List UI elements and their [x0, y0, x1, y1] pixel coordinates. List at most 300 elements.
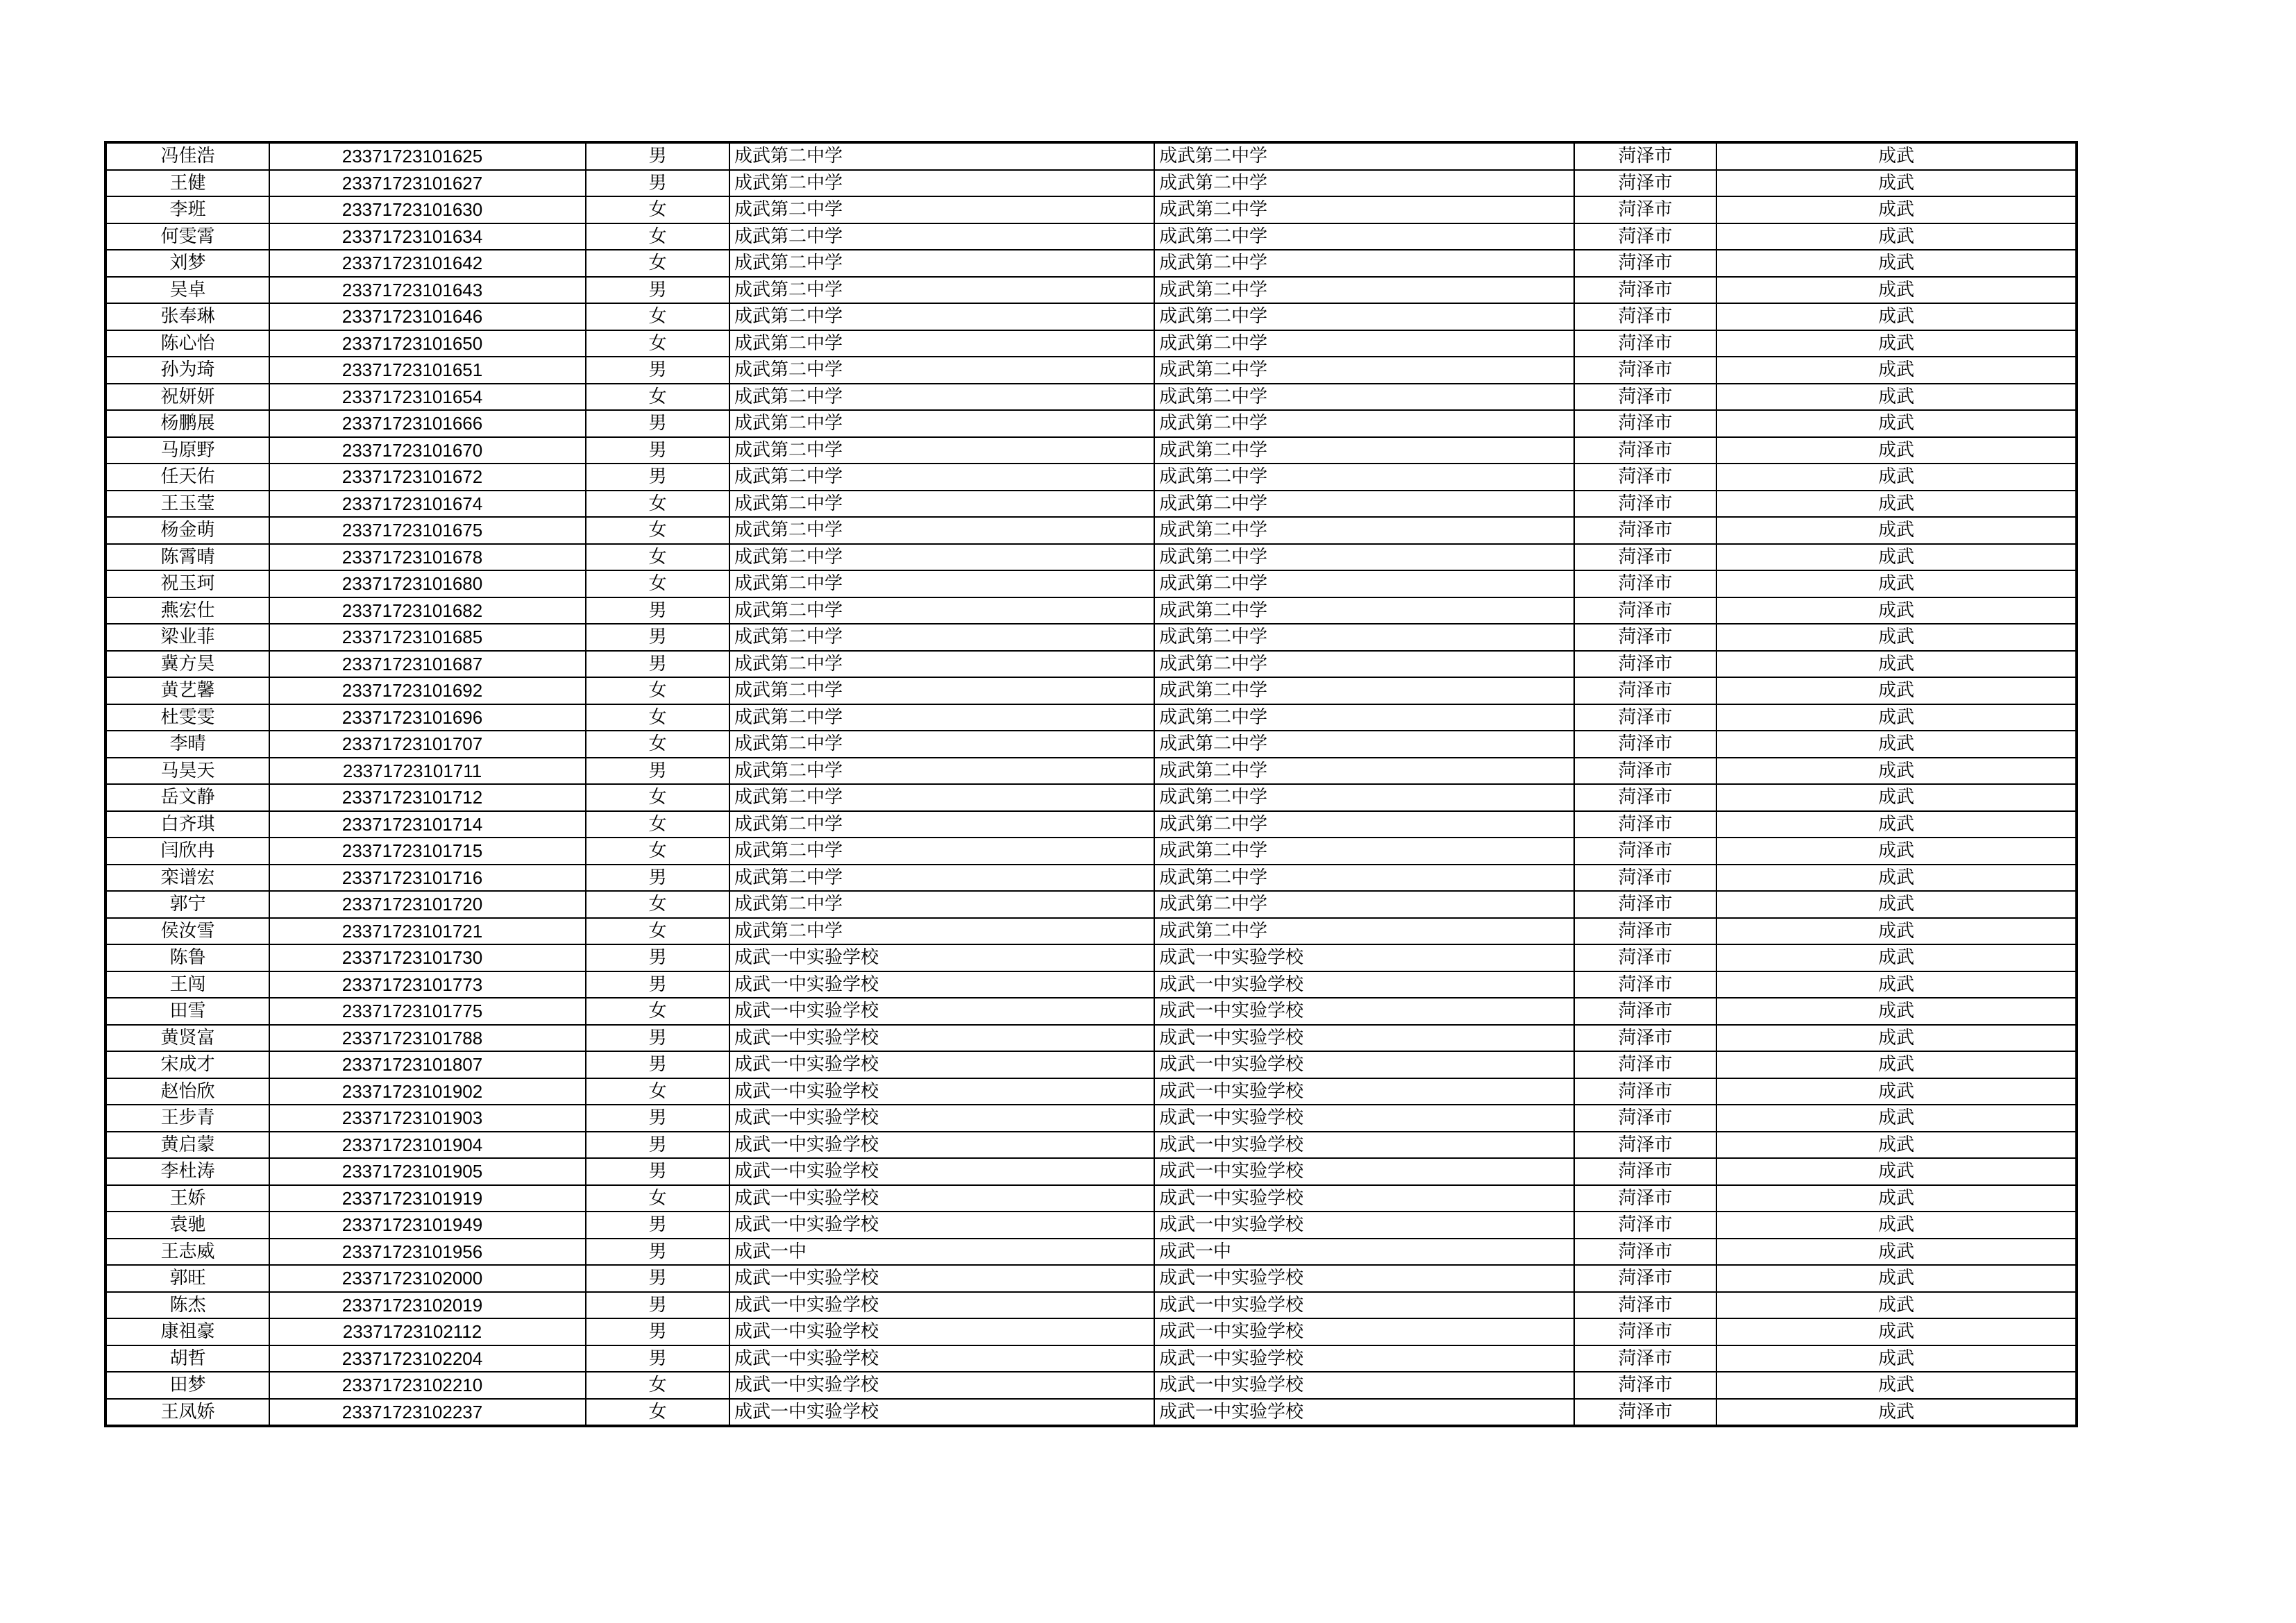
- name-cell: 王娇: [105, 1185, 269, 1212]
- enrolled-school-cell: 成武第二中学: [1154, 865, 1574, 892]
- county-cell: 成武: [1716, 838, 2077, 865]
- gender-cell: 男: [586, 1158, 729, 1185]
- city-cell: 菏泽市: [1574, 303, 1716, 330]
- city-cell: 菏泽市: [1574, 1292, 1716, 1319]
- table-row: [105, 1372, 2077, 1399]
- table-row: [105, 357, 2077, 384]
- name-cell: 康祖豪: [105, 1318, 269, 1345]
- name-cell: 白齐琪: [105, 811, 269, 838]
- gender-cell: 男: [586, 357, 729, 384]
- school-cell: 成武第二中学: [729, 303, 1154, 330]
- name-cell: 岳文静: [105, 784, 269, 811]
- name-cell: 任天佑: [105, 464, 269, 491]
- table-row: [105, 277, 2077, 304]
- city-cell: 菏泽市: [1574, 1399, 1716, 1427]
- city-cell: 菏泽市: [1574, 758, 1716, 785]
- table-row: [105, 731, 2077, 758]
- city-cell: 菏泽市: [1574, 811, 1716, 838]
- gender-cell: 女: [586, 250, 729, 277]
- enrolled-school-cell: 成武第二中学: [1154, 704, 1574, 731]
- city-cell: 菏泽市: [1574, 1265, 1716, 1292]
- gender-cell: 男: [586, 170, 729, 197]
- exam-id-cell: 23371723101675: [269, 517, 586, 544]
- school-cell: 成武第二中学: [729, 838, 1154, 865]
- county-cell: 成武: [1716, 1158, 2077, 1185]
- school-cell: 成武一中实验学校: [729, 1292, 1154, 1319]
- exam-id-cell: 23371723101773: [269, 971, 586, 999]
- gender-cell: 男: [586, 597, 729, 624]
- table-row: [105, 651, 2077, 678]
- exam-id-cell: 23371723101721: [269, 918, 586, 945]
- county-cell: 成武: [1716, 1105, 2077, 1132]
- city-cell: 菏泽市: [1574, 677, 1716, 704]
- city-cell: 菏泽市: [1574, 1185, 1716, 1212]
- school-cell: 成武第二中学: [729, 918, 1154, 945]
- school-cell: 成武第二中学: [729, 384, 1154, 411]
- county-cell: 成武: [1716, 544, 2077, 571]
- county-cell: 成武: [1716, 1132, 2077, 1159]
- exam-id-cell: 23371723101696: [269, 704, 586, 731]
- city-cell: 菏泽市: [1574, 437, 1716, 464]
- name-cell: 杨金萌: [105, 517, 269, 544]
- city-cell: 菏泽市: [1574, 464, 1716, 491]
- school-cell: 成武第二中学: [729, 464, 1154, 491]
- table-row: [105, 1345, 2077, 1373]
- name-cell: 冀方昊: [105, 651, 269, 678]
- school-cell: 成武第二中学: [729, 731, 1154, 758]
- county-cell: 成武: [1716, 1399, 2077, 1427]
- name-cell: 王玉莹: [105, 491, 269, 518]
- enrolled-school-cell: 成武一中实验学校: [1154, 1372, 1574, 1399]
- school-cell: 成武第二中学: [729, 170, 1154, 197]
- enrolled-school-cell: 成武一中: [1154, 1239, 1574, 1266]
- name-cell: 陈鲁: [105, 944, 269, 971]
- school-cell: 成武一中实验学校: [729, 1318, 1154, 1345]
- gender-cell: 男: [586, 1025, 729, 1052]
- table-row: [105, 170, 2077, 197]
- name-cell: 胡哲: [105, 1345, 269, 1373]
- table-body: [105, 142, 2077, 1426]
- enrolled-school-cell: 成武一中实验学校: [1154, 1185, 1574, 1212]
- school-cell: 成武一中实验学校: [729, 1185, 1154, 1212]
- county-cell: 成武: [1716, 437, 2077, 464]
- name-cell: 王步青: [105, 1105, 269, 1132]
- name-cell: 闫欣冉: [105, 838, 269, 865]
- city-cell: 菏泽市: [1574, 1025, 1716, 1052]
- name-cell: 田梦: [105, 1372, 269, 1399]
- county-cell: 成武: [1716, 865, 2077, 892]
- table-row: [105, 303, 2077, 330]
- city-cell: 菏泽市: [1574, 1239, 1716, 1266]
- table-row: [105, 1265, 2077, 1292]
- table-row: [105, 142, 2077, 170]
- enrolled-school-cell: 成武一中实验学校: [1154, 1051, 1574, 1078]
- county-cell: 成武: [1716, 1239, 2077, 1266]
- school-cell: 成武第二中学: [729, 677, 1154, 704]
- name-cell: 王闯: [105, 971, 269, 999]
- exam-id-cell: 23371723101715: [269, 838, 586, 865]
- gender-cell: 男: [586, 410, 729, 437]
- exam-id-cell: 23371723102019: [269, 1292, 586, 1319]
- exam-id-cell: 23371723101630: [269, 196, 586, 223]
- city-cell: 菏泽市: [1574, 944, 1716, 971]
- county-cell: 成武: [1716, 1265, 2077, 1292]
- enrolled-school-cell: 成武第二中学: [1154, 330, 1574, 357]
- gender-cell: 男: [586, 1318, 729, 1345]
- county-cell: 成武: [1716, 1051, 2077, 1078]
- exam-id-cell: 23371723102112: [269, 1318, 586, 1345]
- table-row: [105, 544, 2077, 571]
- gender-cell: 女: [586, 384, 729, 411]
- gender-cell: 女: [586, 838, 729, 865]
- name-cell: 黄艺馨: [105, 677, 269, 704]
- enrolled-school-cell: 成武第二中学: [1154, 170, 1574, 197]
- name-cell: 杜雯雯: [105, 704, 269, 731]
- school-cell: 成武第二中学: [729, 784, 1154, 811]
- city-cell: 菏泽市: [1574, 196, 1716, 223]
- city-cell: 菏泽市: [1574, 250, 1716, 277]
- exam-id-cell: 23371723101919: [269, 1185, 586, 1212]
- enrolled-school-cell: 成武第二中学: [1154, 223, 1574, 250]
- exam-id-cell: 23371723101949: [269, 1212, 586, 1239]
- name-cell: 李班: [105, 196, 269, 223]
- city-cell: 菏泽市: [1574, 1132, 1716, 1159]
- gender-cell: 女: [586, 517, 729, 544]
- county-cell: 成武: [1716, 971, 2077, 999]
- city-cell: 菏泽市: [1574, 357, 1716, 384]
- gender-cell: 男: [586, 142, 729, 170]
- table-row: [105, 1051, 2077, 1078]
- exam-id-cell: 23371723101654: [269, 384, 586, 411]
- table-row: [105, 865, 2077, 892]
- exam-id-cell: 23371723101646: [269, 303, 586, 330]
- school-cell: 成武一中实验学校: [729, 1372, 1154, 1399]
- name-cell: 王健: [105, 170, 269, 197]
- table-row: [105, 677, 2077, 704]
- name-cell: 马原野: [105, 437, 269, 464]
- enrolled-school-cell: 成武第二中学: [1154, 142, 1574, 170]
- city-cell: 菏泽市: [1574, 865, 1716, 892]
- name-cell: 陈杰: [105, 1292, 269, 1319]
- city-cell: 菏泽市: [1574, 918, 1716, 945]
- school-cell: 成武第二中学: [729, 811, 1154, 838]
- exam-id-cell: 23371723101627: [269, 170, 586, 197]
- city-cell: 菏泽市: [1574, 704, 1716, 731]
- exam-id-cell: 23371723101904: [269, 1132, 586, 1159]
- name-cell: 燕宏仕: [105, 597, 269, 624]
- school-cell: 成武第二中学: [729, 570, 1154, 597]
- enrolled-school-cell: 成武第二中学: [1154, 410, 1574, 437]
- county-cell: 成武: [1716, 918, 2077, 945]
- gender-cell: 男: [586, 1239, 729, 1266]
- table-row: [105, 1212, 2077, 1239]
- school-cell: 成武第二中学: [729, 544, 1154, 571]
- gender-cell: 女: [586, 1372, 729, 1399]
- enrolled-school-cell: 成武第二中学: [1154, 891, 1574, 918]
- name-cell: 张奉琳: [105, 303, 269, 330]
- county-cell: 成武: [1716, 1345, 2077, 1373]
- county-cell: 成武: [1716, 357, 2077, 384]
- gender-cell: 男: [586, 1345, 729, 1373]
- enrolled-school-cell: 成武一中实验学校: [1154, 971, 1574, 999]
- gender-cell: 女: [586, 998, 729, 1025]
- name-cell: 郭宁: [105, 891, 269, 918]
- school-cell: 成武第二中学: [729, 196, 1154, 223]
- school-cell: 成武第二中学: [729, 865, 1154, 892]
- exam-id-cell: 23371723101643: [269, 277, 586, 304]
- county-cell: 成武: [1716, 1078, 2077, 1105]
- exam-id-cell: 23371723101642: [269, 250, 586, 277]
- county-cell: 成武: [1716, 597, 2077, 624]
- city-cell: 菏泽市: [1574, 330, 1716, 357]
- table-row: [105, 944, 2077, 971]
- city-cell: 菏泽市: [1574, 1212, 1716, 1239]
- gender-cell: 男: [586, 758, 729, 785]
- table-row: [105, 918, 2077, 945]
- county-cell: 成武: [1716, 784, 2077, 811]
- name-cell: 马昊天: [105, 758, 269, 785]
- enrolled-school-cell: 成武一中实验学校: [1154, 1345, 1574, 1373]
- gender-cell: 女: [586, 544, 729, 571]
- table-row: [105, 704, 2077, 731]
- gender-cell: 女: [586, 196, 729, 223]
- enrolled-school-cell: 成武第二中学: [1154, 544, 1574, 571]
- enrolled-school-cell: 成武一中实验学校: [1154, 944, 1574, 971]
- table-row: [105, 1399, 2077, 1427]
- city-cell: 菏泽市: [1574, 1372, 1716, 1399]
- gender-cell: 女: [586, 223, 729, 250]
- exam-id-cell: 23371723101634: [269, 223, 586, 250]
- county-cell: 成武: [1716, 384, 2077, 411]
- school-cell: 成武一中实验学校: [729, 998, 1154, 1025]
- school-cell: 成武第二中学: [729, 330, 1154, 357]
- enrolled-school-cell: 成武第二中学: [1154, 918, 1574, 945]
- city-cell: 菏泽市: [1574, 838, 1716, 865]
- enrolled-school-cell: 成武第二中学: [1154, 597, 1574, 624]
- enrolled-school-cell: 成武第二中学: [1154, 838, 1574, 865]
- gender-cell: 女: [586, 1399, 729, 1427]
- county-cell: 成武: [1716, 250, 2077, 277]
- enrolled-school-cell: 成武第二中学: [1154, 250, 1574, 277]
- county-cell: 成武: [1716, 998, 2077, 1025]
- table-row: [105, 1158, 2077, 1185]
- exam-id-cell: 23371723101956: [269, 1239, 586, 1266]
- city-cell: 菏泽市: [1574, 410, 1716, 437]
- school-cell: 成武第二中学: [729, 517, 1154, 544]
- exam-id-cell: 23371723101707: [269, 731, 586, 758]
- enrolled-school-cell: 成武第二中学: [1154, 784, 1574, 811]
- school-cell: 成武一中实验学校: [729, 1105, 1154, 1132]
- exam-id-cell: 23371723102237: [269, 1399, 586, 1427]
- enrolled-school-cell: 成武一中实验学校: [1154, 1132, 1574, 1159]
- name-cell: 孙为琦: [105, 357, 269, 384]
- name-cell: 田雪: [105, 998, 269, 1025]
- city-cell: 菏泽市: [1574, 1078, 1716, 1105]
- name-cell: 梁业菲: [105, 624, 269, 651]
- name-cell: 赵怡欣: [105, 1078, 269, 1105]
- exam-id-cell: 23371723101625: [269, 142, 586, 170]
- name-cell: 黄贤富: [105, 1025, 269, 1052]
- exam-id-cell: 23371723101775: [269, 998, 586, 1025]
- city-cell: 菏泽市: [1574, 384, 1716, 411]
- exam-id-cell: 23371723101672: [269, 464, 586, 491]
- county-cell: 成武: [1716, 891, 2077, 918]
- gender-cell: 女: [586, 1185, 729, 1212]
- school-cell: 成武一中: [729, 1239, 1154, 1266]
- county-cell: 成武: [1716, 811, 2077, 838]
- enrolled-school-cell: 成武一中实验学校: [1154, 1318, 1574, 1345]
- enrolled-school-cell: 成武第二中学: [1154, 437, 1574, 464]
- exam-id-cell: 23371723101678: [269, 544, 586, 571]
- county-cell: 成武: [1716, 303, 2077, 330]
- name-cell: 冯佳浩: [105, 142, 269, 170]
- enrolled-school-cell: 成武第二中学: [1154, 196, 1574, 223]
- enrolled-school-cell: 成武第二中学: [1154, 731, 1574, 758]
- county-cell: 成武: [1716, 1025, 2077, 1052]
- gender-cell: 男: [586, 624, 729, 651]
- gender-cell: 女: [586, 731, 729, 758]
- table-row: [105, 1185, 2077, 1212]
- school-cell: 成武第二中学: [729, 491, 1154, 518]
- exam-id-cell: 23371723101674: [269, 491, 586, 518]
- table-row: [105, 384, 2077, 411]
- enrolled-school-cell: 成武第二中学: [1154, 491, 1574, 518]
- county-cell: 成武: [1716, 491, 2077, 518]
- exam-id-cell: 23371723101730: [269, 944, 586, 971]
- exam-id-cell: 23371723101712: [269, 784, 586, 811]
- table-row: [105, 1105, 2077, 1132]
- city-cell: 菏泽市: [1574, 1318, 1716, 1345]
- name-cell: 祝妍妍: [105, 384, 269, 411]
- table-row: [105, 838, 2077, 865]
- gender-cell: 女: [586, 330, 729, 357]
- table-row: [105, 464, 2077, 491]
- city-cell: 菏泽市: [1574, 544, 1716, 571]
- county-cell: 成武: [1716, 277, 2077, 304]
- name-cell: 刘梦: [105, 250, 269, 277]
- school-cell: 成武第二中学: [729, 624, 1154, 651]
- enrolled-school-cell: 成武第二中学: [1154, 758, 1574, 785]
- exam-id-cell: 23371723102000: [269, 1265, 586, 1292]
- exam-id-cell: 23371723101680: [269, 570, 586, 597]
- city-cell: 菏泽市: [1574, 1158, 1716, 1185]
- table-row: [105, 1025, 2077, 1052]
- name-cell: 王凤娇: [105, 1399, 269, 1427]
- county-cell: 成武: [1716, 758, 2077, 785]
- gender-cell: 男: [586, 651, 729, 678]
- gender-cell: 女: [586, 704, 729, 731]
- county-cell: 成武: [1716, 170, 2077, 197]
- school-cell: 成武第二中学: [729, 223, 1154, 250]
- table-row: [105, 597, 2077, 624]
- school-cell: 成武第二中学: [729, 142, 1154, 170]
- exam-id-cell: 23371723101903: [269, 1105, 586, 1132]
- gender-cell: 男: [586, 1051, 729, 1078]
- name-cell: 郭旺: [105, 1265, 269, 1292]
- county-cell: 成武: [1716, 330, 2077, 357]
- school-cell: 成武第二中学: [729, 437, 1154, 464]
- county-cell: 成武: [1716, 1185, 2077, 1212]
- enrolled-school-cell: 成武一中实验学校: [1154, 1105, 1574, 1132]
- name-cell: 袁驰: [105, 1212, 269, 1239]
- county-cell: 成武: [1716, 1212, 2077, 1239]
- city-cell: 菏泽市: [1574, 491, 1716, 518]
- city-cell: 菏泽市: [1574, 971, 1716, 999]
- name-cell: 陈霄晴: [105, 544, 269, 571]
- county-cell: 成武: [1716, 1318, 2077, 1345]
- school-cell: 成武第二中学: [729, 250, 1154, 277]
- gender-cell: 女: [586, 811, 729, 838]
- enrolled-school-cell: 成武第二中学: [1154, 384, 1574, 411]
- enrolled-school-cell: 成武一中实验学校: [1154, 1158, 1574, 1185]
- gender-cell: 男: [586, 1265, 729, 1292]
- gender-cell: 男: [586, 277, 729, 304]
- gender-cell: 男: [586, 865, 729, 892]
- table-row: [105, 330, 2077, 357]
- exam-id-cell: 23371723101666: [269, 410, 586, 437]
- table-row: [105, 624, 2077, 651]
- enrolled-school-cell: 成武一中实验学校: [1154, 1025, 1574, 1052]
- enrolled-school-cell: 成武第二中学: [1154, 303, 1574, 330]
- county-cell: 成武: [1716, 624, 2077, 651]
- table-row: [105, 1078, 2077, 1105]
- enrolled-school-cell: 成武一中实验学校: [1154, 1265, 1574, 1292]
- city-cell: 菏泽市: [1574, 170, 1716, 197]
- county-cell: 成武: [1716, 464, 2077, 491]
- enrolled-school-cell: 成武第二中学: [1154, 277, 1574, 304]
- enrolled-school-cell: 成武第二中学: [1154, 570, 1574, 597]
- county-cell: 成武: [1716, 223, 2077, 250]
- school-cell: 成武一中实验学校: [729, 1025, 1154, 1052]
- enrolled-school-cell: 成武一中实验学校: [1154, 998, 1574, 1025]
- table-row: [105, 517, 2077, 544]
- enrolled-school-cell: 成武第二中学: [1154, 464, 1574, 491]
- gender-cell: 女: [586, 303, 729, 330]
- enrolled-school-cell: 成武第二中学: [1154, 624, 1574, 651]
- city-cell: 菏泽市: [1574, 784, 1716, 811]
- name-cell: 侯汝雪: [105, 918, 269, 945]
- gender-cell: 女: [586, 677, 729, 704]
- name-cell: 吴卓: [105, 277, 269, 304]
- exam-id-cell: 23371723101902: [269, 1078, 586, 1105]
- enrolled-school-cell: 成武第二中学: [1154, 811, 1574, 838]
- name-cell: 宋成才: [105, 1051, 269, 1078]
- name-cell: 王志威: [105, 1239, 269, 1266]
- school-cell: 成武一中实验学校: [729, 971, 1154, 999]
- county-cell: 成武: [1716, 651, 2077, 678]
- school-cell: 成武第二中学: [729, 758, 1154, 785]
- county-cell: 成武: [1716, 570, 2077, 597]
- gender-cell: 女: [586, 918, 729, 945]
- school-cell: 成武第二中学: [729, 651, 1154, 678]
- exam-id-cell: 23371723101807: [269, 1051, 586, 1078]
- table-row: [105, 891, 2077, 918]
- table-row: [105, 758, 2077, 785]
- school-cell: 成武一中实验学校: [729, 1132, 1154, 1159]
- name-cell: 陈心怡: [105, 330, 269, 357]
- table-row: [105, 784, 2077, 811]
- school-cell: 成武第二中学: [729, 891, 1154, 918]
- table-row: [105, 410, 2077, 437]
- name-cell: 黄启蒙: [105, 1132, 269, 1159]
- city-cell: 菏泽市: [1574, 142, 1716, 170]
- exam-id-cell: 23371723102210: [269, 1372, 586, 1399]
- gender-cell: 男: [586, 1292, 729, 1319]
- gender-cell: 男: [586, 1132, 729, 1159]
- table-row: [105, 196, 2077, 223]
- enrolled-school-cell: 成武第二中学: [1154, 651, 1574, 678]
- exam-id-cell: 23371723101651: [269, 357, 586, 384]
